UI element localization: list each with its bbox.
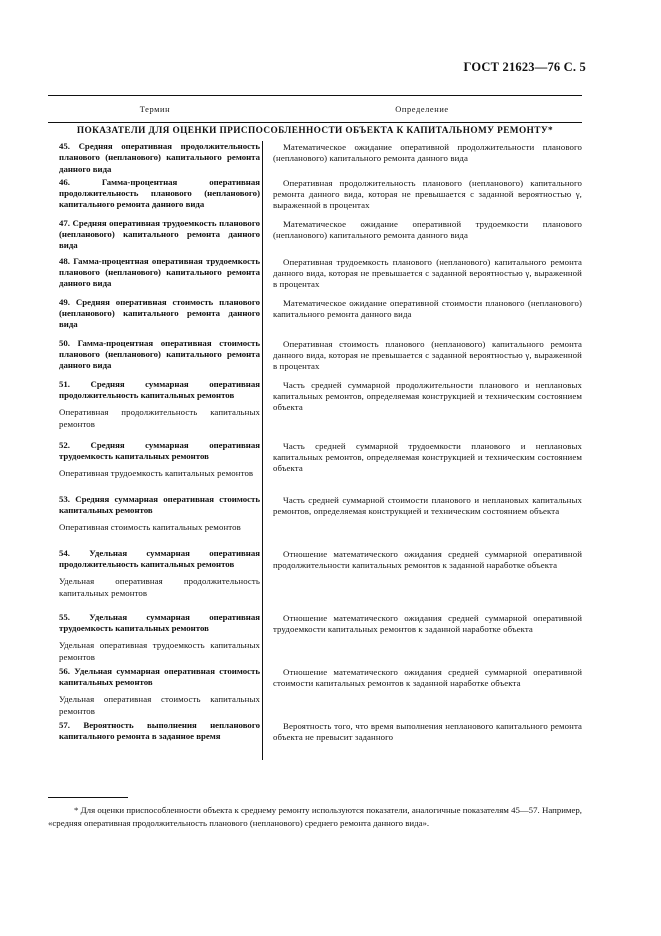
- term-cell: [48, 295, 262, 336]
- table-row: [48, 492, 582, 546]
- term-cell: [48, 718, 262, 760]
- term-synonym: Оперативная продолжительность капитальных ремонтов: [59, 407, 260, 429]
- definition-text: Часть средней суммарной стоимости планового и неплановых капитальных ремонтов, определяемая конструкцией и техническим состоянием объекта: [273, 494, 582, 517]
- terms-table: [48, 95, 582, 760]
- column-header-term: Термин: [139, 104, 171, 114]
- table-row: [48, 610, 582, 664]
- definition-text: Математическое ожидание оперативной трудоемкости планового (непланового) капитального ремонта данного вида: [273, 218, 582, 241]
- term-synonym: Оперативная стоимость капитальных ремонтов: [59, 522, 241, 533]
- term-cell: [48, 664, 262, 718]
- definition-cell: [262, 610, 582, 664]
- definition-text: Оперативная продолжительность планового (непланового) капитального ремонта данного вида, которая не превышается с заданной вероятностью γ, выраженной в процентах: [273, 177, 582, 211]
- definition-cell: [262, 438, 582, 492]
- table-row: [48, 336, 582, 377]
- table-row: [48, 718, 582, 760]
- definition-text: Отношение математического ожидания средней суммарной оперативной продолжительности капитальных ремонтов к заданной наработке объекта: [273, 548, 582, 571]
- term-cell: [48, 336, 262, 377]
- definition-cell: [262, 295, 582, 336]
- definition-text: Часть средней суммарной трудоемкости планового и неплановых капитальных ремонтов, определяемая конструкцией и техническим состоянием объекта: [273, 440, 582, 474]
- definition-text: Математическое ожидание оперативной продолжительности планового (непланового) капитального ремонта данного вида: [273, 142, 582, 164]
- definition-cell: [262, 718, 582, 760]
- definition-cell: [262, 139, 582, 175]
- definition-cell: [262, 377, 582, 438]
- section-title: ПОКАЗАТЕЛИ ДЛЯ ОЦЕНКИ ПРИСПОСОБЛЕННОСТИ ОБЪЕКТА К КАПИТАЛЬНОМУ РЕМОНТУ*: [76, 126, 554, 136]
- term-text: 56. Удельная суммарная оперативная стоимость капитальных ремонтов: [59, 665, 260, 688]
- term-text: 54. Удельная суммарная оперативная продолжительность капитальных ремонтов: [59, 547, 260, 570]
- table-row: [48, 139, 582, 175]
- definition-text: Часть средней суммарной продолжительности планового и неплановых капитальных ремонтов, определяемая конструкцией и техническим состоянием объекта: [273, 379, 582, 413]
- term-cell: [48, 610, 262, 664]
- term-text: 57. Вероятность выполнения непланового капитального ремонта в заданное время: [59, 719, 260, 742]
- definition-cell: [262, 175, 582, 216]
- term-cell: [48, 438, 262, 492]
- term-text: 53. Средняя суммарная оперативная стоимость капитальных ремонтов: [59, 493, 260, 516]
- term-cell: [48, 216, 262, 254]
- definition-text: Отношение математического ожидания средней суммарной оперативной стоимости капитальных ремонтов к заданной наработке объекта: [273, 666, 582, 689]
- definition-text: Оперативная стоимость планового (непланового) капитального ремонта данного вида, которая не превышается с заданной вероятностью γ, выраженной в процентах: [273, 338, 582, 372]
- footnote-rule: [48, 797, 128, 798]
- term-text: 48. Гамма-процентная оперативная трудоемкость планового (непланового) капитального ремонта данного вида: [59, 255, 260, 289]
- term-cell: [48, 492, 262, 546]
- table-row: [48, 295, 582, 336]
- table-header: [48, 96, 582, 122]
- definition-cell: [262, 664, 582, 718]
- term-text: 52. Средняя суммарная оперативная трудоемкость капитальных ремонтов: [59, 439, 260, 462]
- term-cell: [48, 546, 262, 610]
- term-text: 55. Удельная суммарная оперативная трудоемкость капитальных ремонтов: [59, 611, 260, 634]
- page-header-code: ГОСТ 21623—76 С. 5: [463, 60, 586, 74]
- definition-cell: [262, 546, 582, 610]
- definition-cell: [262, 492, 582, 546]
- term-synonym: Удельная оперативная стоимость капитальных ремонтов: [59, 694, 260, 716]
- term-cell: [48, 175, 262, 216]
- table-row: [48, 216, 582, 254]
- table-row: [48, 377, 582, 438]
- definition-text: Отношение математического ожидания средней суммарной оперативной трудоемкости капитальных ремонтов к заданной наработке объекта: [273, 612, 582, 635]
- definition-cell: [262, 336, 582, 377]
- term-text: 50. Гамма-процентная оперативная стоимость планового (непланового) капитального ремонта данного вида: [59, 337, 260, 371]
- term-text: 51. Средняя суммарная оперативная продолжительность капитальных ремонтов: [59, 378, 260, 401]
- term-cell: [48, 139, 262, 175]
- table-row: [48, 546, 582, 610]
- term-cell: [48, 377, 262, 438]
- table-row: [48, 175, 582, 216]
- term-cell: [48, 254, 262, 295]
- table-rows: [48, 139, 582, 760]
- definition-text: Вероятность того, что время выполнения непланового капитального ремонта объекта не превысит заданного: [273, 720, 582, 743]
- definition-cell: [262, 216, 582, 254]
- definition-text: Математическое ожидание оперативной стоимости планового (непланового) капитального ремонта данного вида: [273, 297, 582, 320]
- term-text: 45. Средняя оперативная продолжительность планового (непланового) капитального ремонта данного вида: [59, 141, 260, 174]
- column-header-definition: Определение: [395, 104, 449, 114]
- table-row: [48, 438, 582, 492]
- table-row: [48, 664, 582, 718]
- table-row: [48, 254, 582, 295]
- term-text: 49. Средняя оперативная стоимость планового (непланового) капитального ремонта данного вида: [59, 296, 260, 330]
- term-synonym: Удельная оперативная трудоемкость капитальных ремонтов: [59, 640, 260, 662]
- term-text: 47. Средняя оперативная трудоемкость планового (непланового) капитального ремонта данного вида: [59, 217, 260, 251]
- term-synonym: Оперативная трудоемкость капитальных ремонтов: [59, 468, 254, 479]
- definition-text: Оперативная трудоемкость планового (непланового) капитального ремонта данного вида, которая не превышается с заданной вероятностью γ, выраженной в процентах: [273, 256, 582, 290]
- term-synonym: Удельная оперативная продолжительность капитальных ремонтов: [59, 576, 260, 598]
- definition-cell: [262, 254, 582, 295]
- footnote: * Для оценки приспособленности объекта к среднему ремонту используются показатели, аналогичные показателям 45—57. Например, «средняя оперативная продолжительность планового (непланового) среднего ремонта данного вида».: [48, 805, 582, 828]
- term-text: 46. Гамма-процентная оперативная продолжительность планового (непланового) капитального ремонта данного вида: [59, 176, 260, 210]
